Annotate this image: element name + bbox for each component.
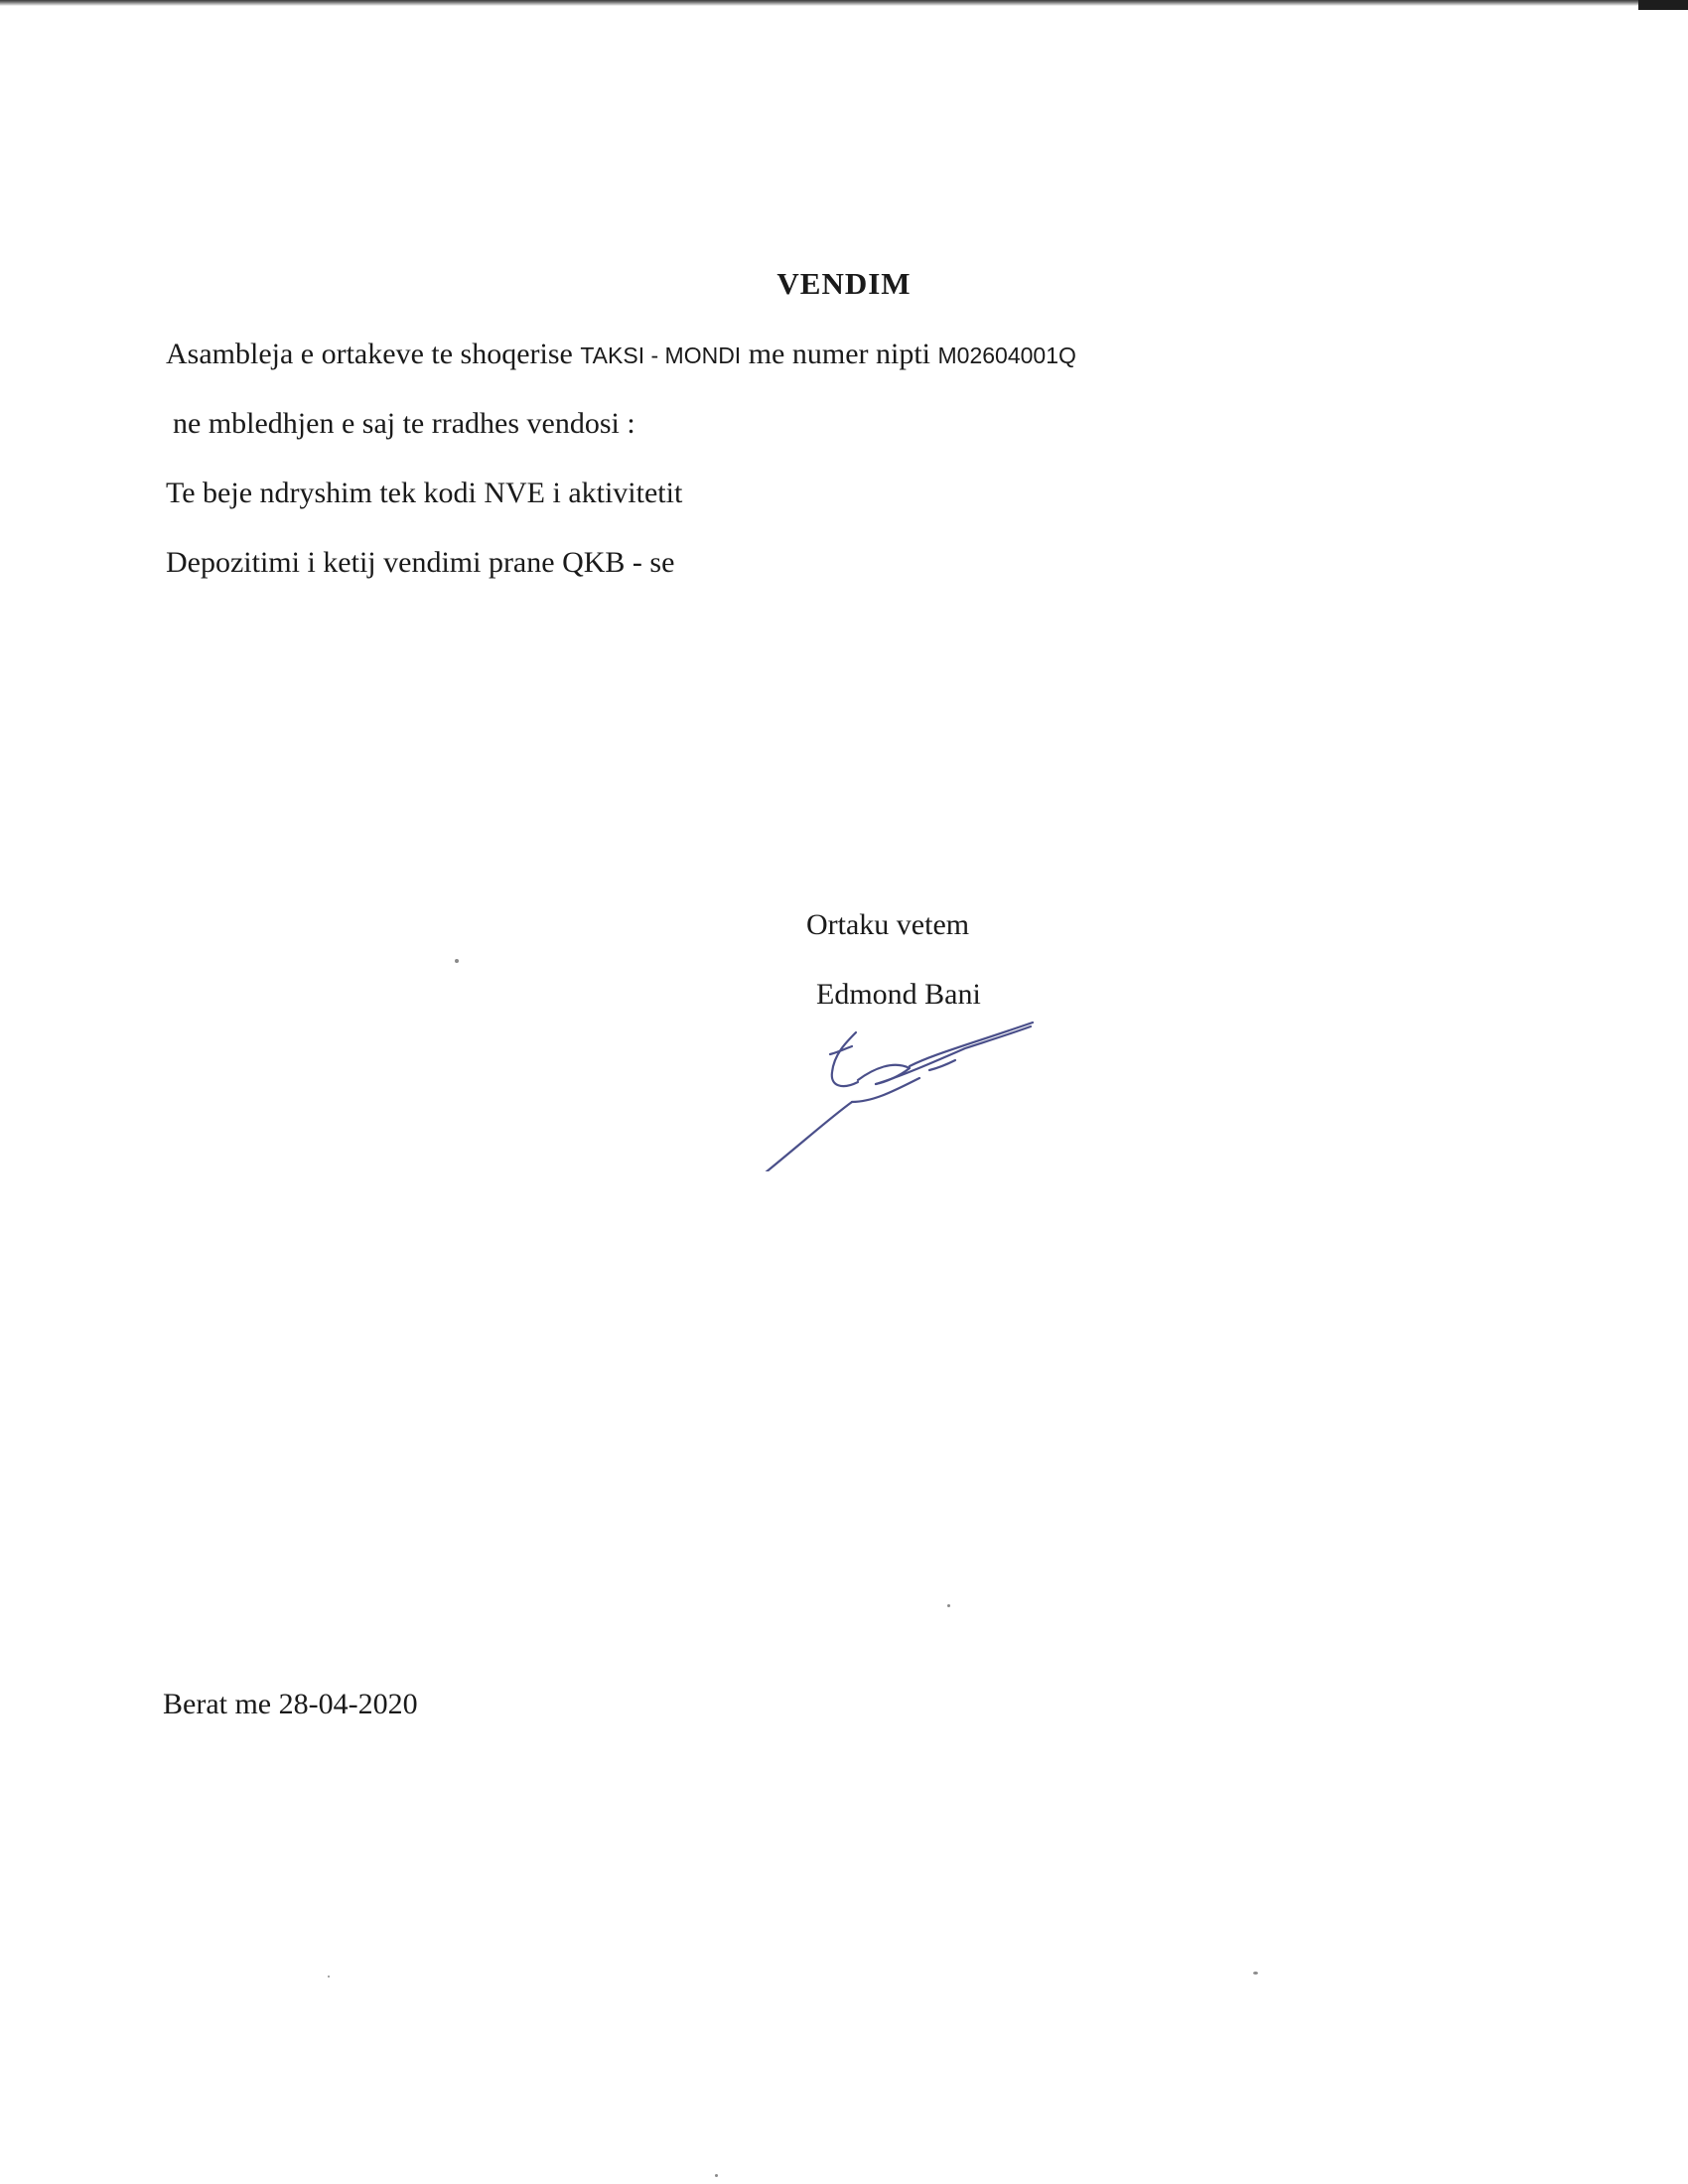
document-title: VENDIM	[776, 266, 912, 301]
meeting-line: ne mbledhjen e saj te rradhes vendosi :	[173, 407, 635, 440]
scan-speck	[1253, 1972, 1258, 1975]
decision-item-2: Depozitimi i ketij vendimi prane QKB - se	[166, 546, 675, 579]
company-name: TAKSI - MONDI	[580, 342, 742, 368]
handwritten-signature	[735, 1003, 1053, 1171]
scan-speck	[328, 1976, 330, 1978]
scan-speck	[715, 2174, 718, 2177]
place-and-date: Berat me 28-04-2020	[163, 1688, 418, 1720]
nipt-number: M02604001Q	[937, 342, 1076, 368]
signatory-name: Edmond Bani	[816, 978, 981, 1011]
scan-top-edge	[0, 0, 1688, 6]
scan-corner-mark	[1638, 0, 1688, 10]
decision-item-1: Te beje ndryshim tek kodi NVE i aktivitetit	[166, 477, 683, 509]
scan-speck	[947, 1604, 950, 1607]
signatory-role: Ortaku vetem	[806, 908, 970, 941]
intro-middle: me numer nipti	[748, 338, 930, 370]
resolution-intro-line	[166, 338, 1076, 371]
intro-prefix: Asambleja e ortakeve te shoqerise	[166, 338, 573, 370]
scan-speck	[455, 959, 459, 963]
